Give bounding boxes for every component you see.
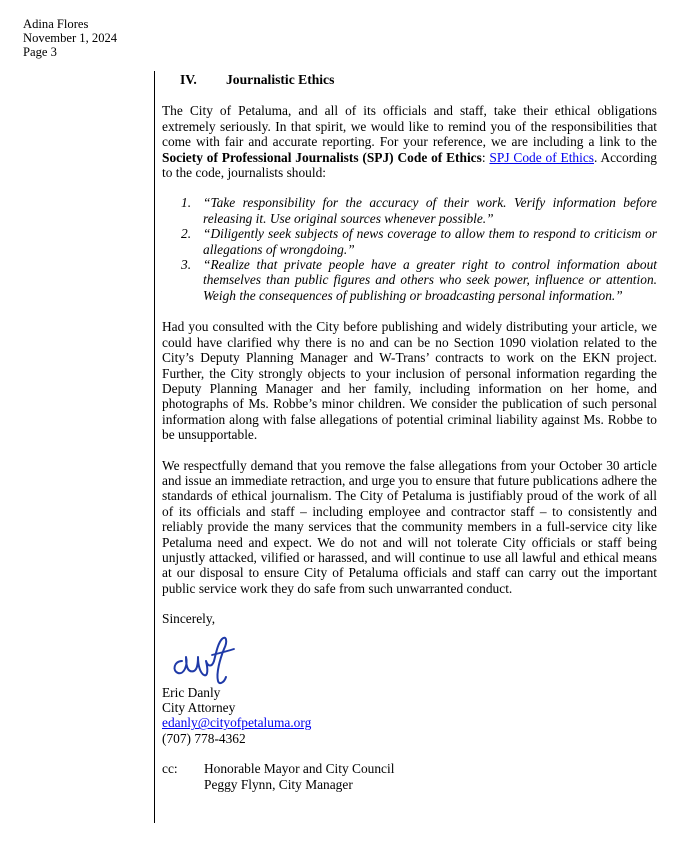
handwritten-signature	[162, 627, 657, 685]
signature-icon	[168, 631, 248, 687]
cc-recipient-list	[204, 761, 394, 792]
intro-colon: :	[481, 149, 490, 165]
consulted-paragraph: Had you consulted with the City before publishing and widely distributing your article, we could have clarified why there is no and can be no Section 1090 violation related to the City’s Deputy Planning Manager and W-Trans’ contracts to work on the EKN project. Further, the City strongly objects to your inclusion of personal information regarding the Deputy Planning Manager and her family, including information on her home, and photographs of Ms. Robbe’s minor children. We consider the publication of such personal information along with false allegations of potential criminal liability against Ms. Robbe to be unsupportable.	[162, 319, 657, 443]
list-item	[162, 195, 657, 226]
left-margin-rule	[154, 71, 155, 823]
header-page-number: Page 3	[23, 45, 57, 60]
header-recipient: Adina Flores	[23, 17, 89, 31]
header-date: November 1, 2024	[23, 31, 118, 46]
section-title: Journalistic Ethics	[226, 72, 335, 87]
list-item-number: 1.	[181, 195, 192, 211]
section-heading	[180, 72, 657, 87]
list-item-number: 3.	[181, 257, 192, 273]
spj-code-name: Society of Professional Journalists (SPJ) Code of Ethics	[162, 149, 482, 165]
signer-phone: (707) 778-4362	[162, 730, 246, 746]
signature-block	[162, 685, 657, 747]
list-item-text: “Take responsibility for the accuracy of their work. Verify information before releasing it. Use original sources whenever possible.”	[203, 195, 657, 226]
list-item	[162, 226, 657, 257]
cc-recipient: Peggy Flynn, City Manager	[204, 776, 353, 792]
signer-name: Eric Danly	[162, 684, 221, 700]
intro-paragraph	[162, 103, 657, 180]
signer-title: City Attorney	[162, 700, 236, 715]
intro-text-end: . According to the code, journalists should:	[162, 149, 657, 181]
section-numeral: IV.	[180, 72, 197, 87]
list-item-text: “Diligently seek subjects of news coverage to allow them to respond to criticism or allegations of wrongdoing.”	[203, 226, 657, 257]
list-item-text: “Realize that private people have a greater right to control information about themselves than public figures and others who seek power, influence or attention. Weigh the consequences of publishing or broadcasting personal information.”	[203, 257, 657, 303]
list-item	[162, 257, 657, 303]
demand-paragraph: We respectfully demand that you remove the false allegations from your October 30 article and issue an immediate retraction, and urge you to ensure that future publications adhere the standards of ethical journalism. The City of Petaluma is justifiably proud of the work of all of its officials and staff – including employee and contractor staff – to consistently and reliably provide the many services that the community members in a full-service city like Petaluma need and expect. We do not and will not tolerate City officials or staff being unjustly attacked, vilified or harassed, and will continue to use all lawful and ethical means at our disposal to ensure City of Petaluma officials and staff can carry out the important public service work they do safe from such unwarranted conduct.	[162, 457, 657, 596]
signer-email-link[interactable]: edanly@cityofpetaluma.org	[162, 715, 312, 731]
spj-code-link[interactable]: SPJ Code of Ethics	[489, 149, 594, 165]
cc-block	[162, 761, 657, 792]
cc-label: cc:	[162, 761, 178, 777]
ethics-quote-list	[162, 195, 657, 303]
intro-text: The City of Petaluma, and all of its officials and staff, take their ethical obligations extremely seriously. In that spirit, we would like to remind you of the responsibilities that come with fair and accurate reporting. For your reference, we are including a link to the	[162, 103, 657, 150]
cc-recipient: Honorable Mayor and City Council	[204, 761, 395, 777]
closing-salutation: Sincerely,	[162, 611, 216, 627]
list-item-number: 2.	[181, 226, 192, 242]
letter-body	[162, 72, 657, 792]
page-header	[23, 17, 117, 60]
